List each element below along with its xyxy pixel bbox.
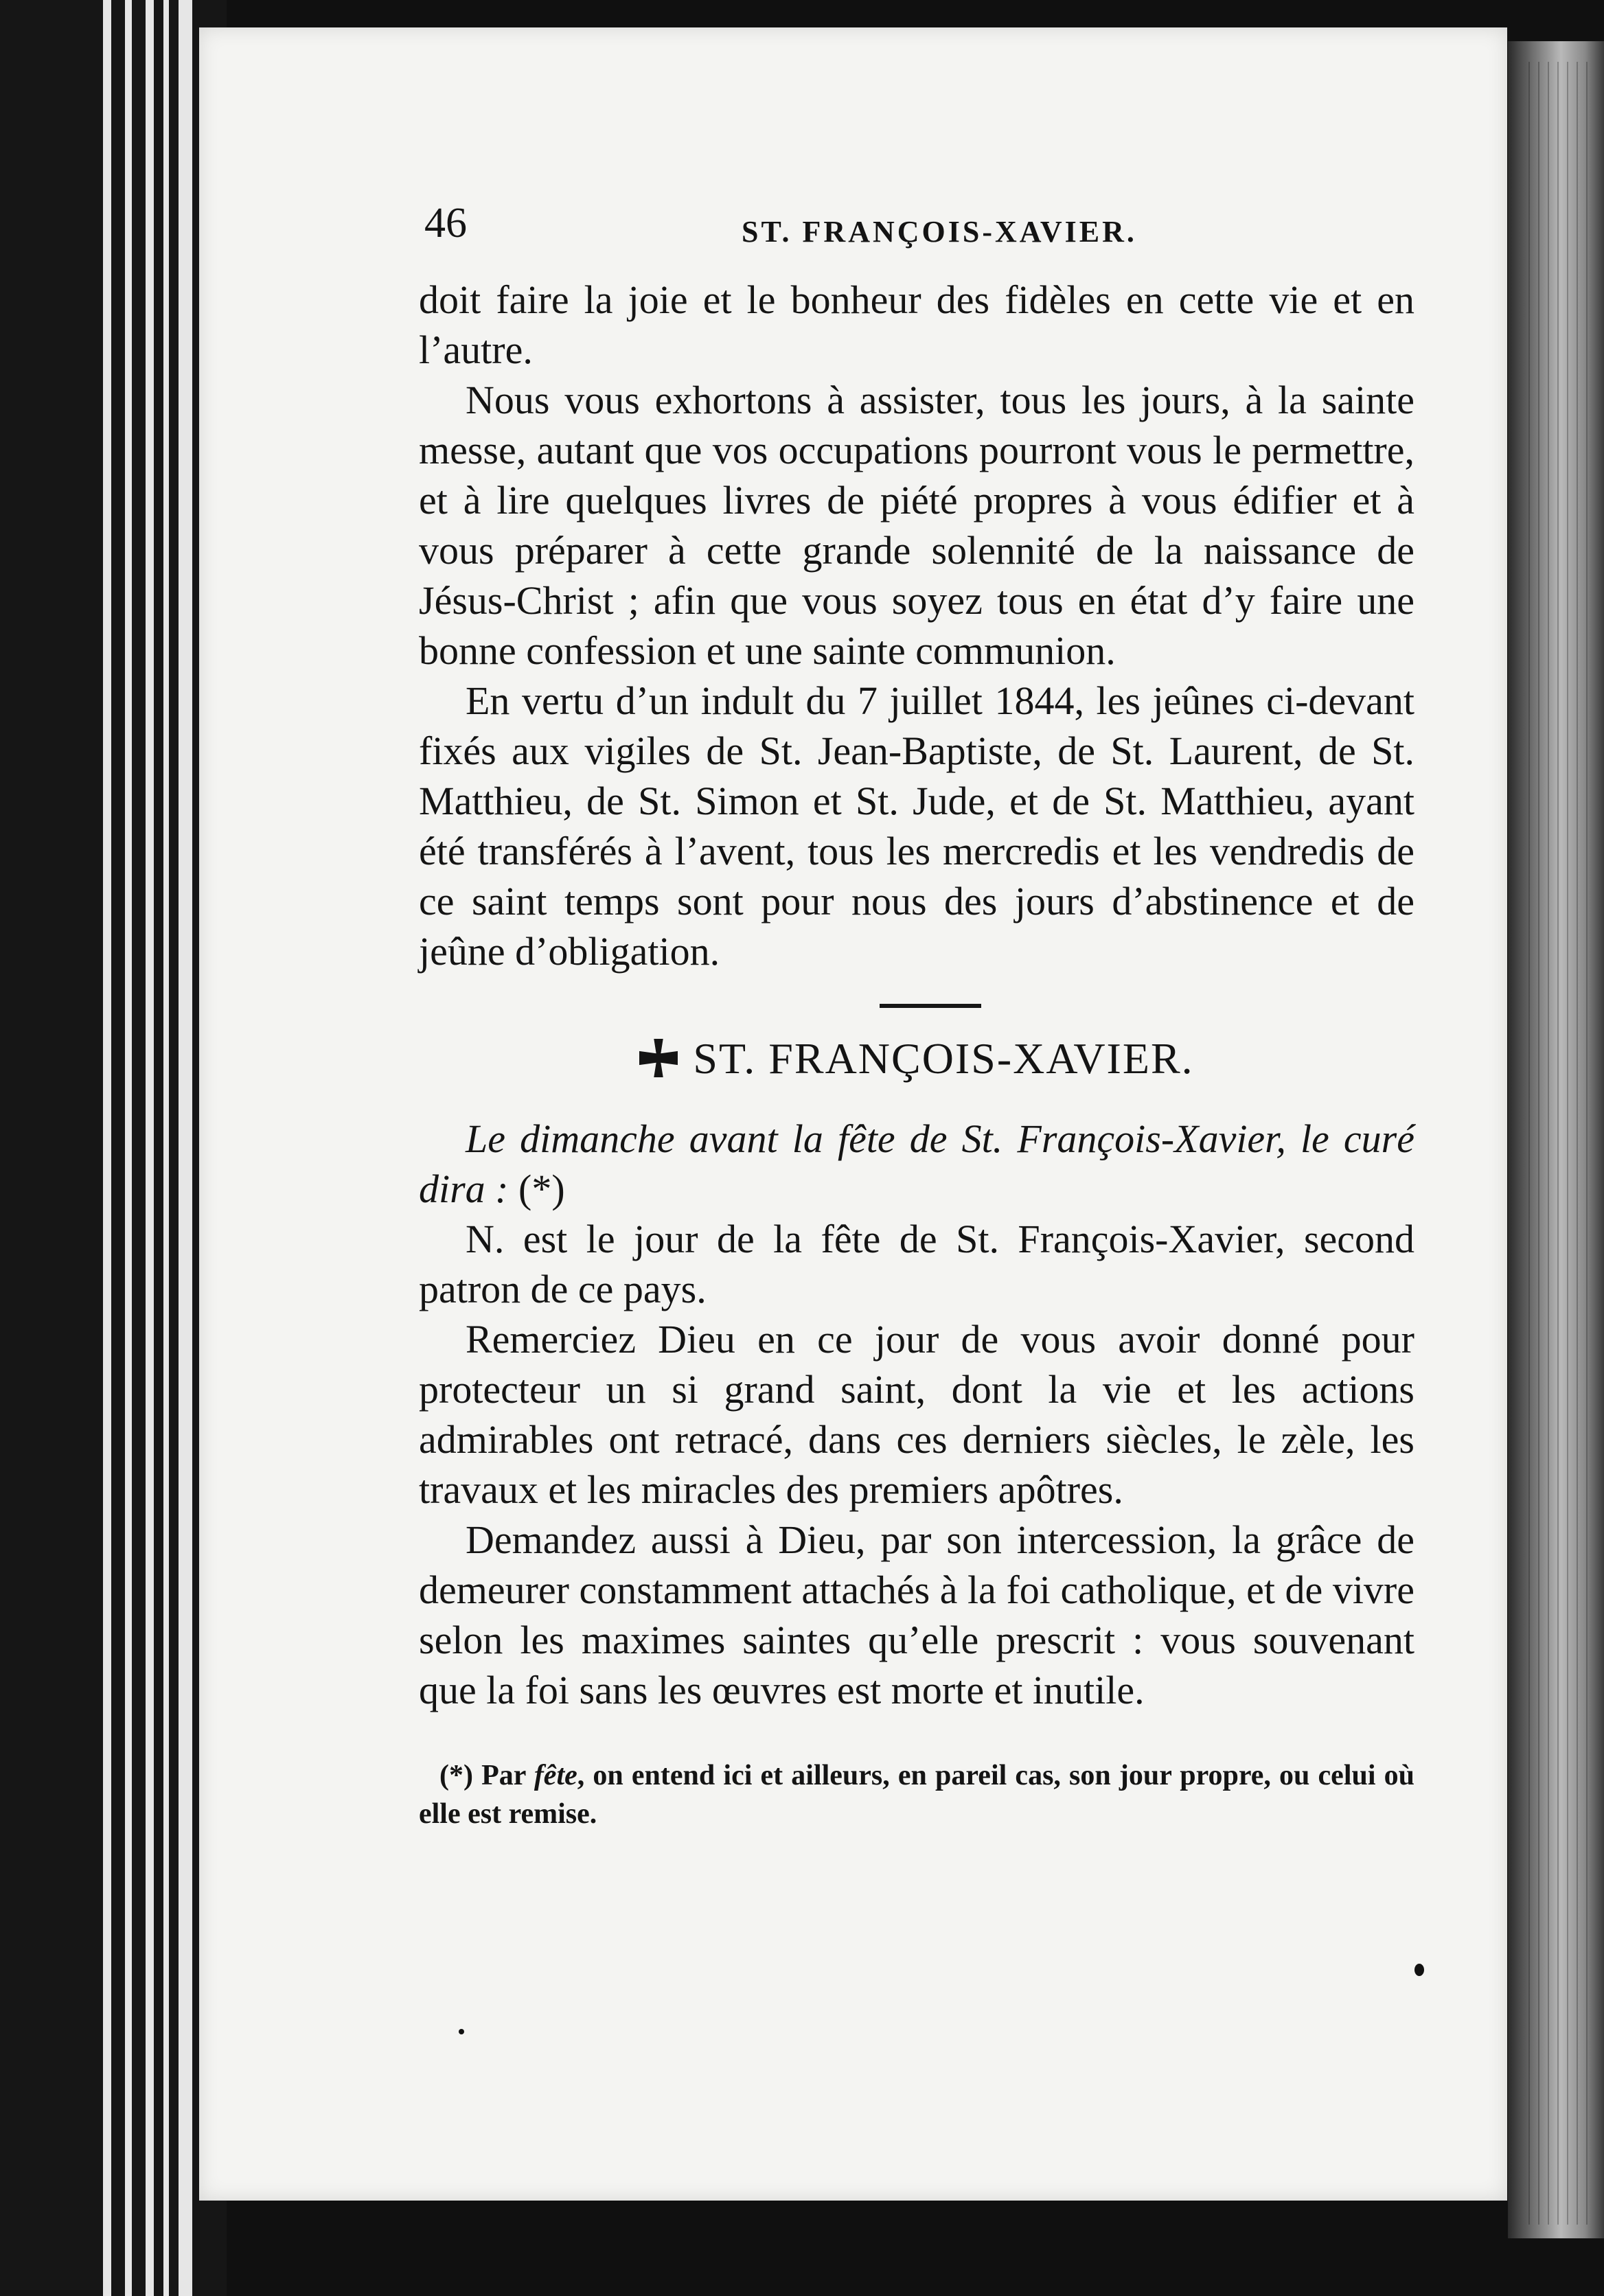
section-heading-text: ST. FRANÇOIS-XAVIER. [693,1034,1194,1083]
rubric [419,1114,1414,1214]
binding-texture [1528,62,1590,2225]
footnote-reference: (*) [508,1167,565,1211]
section-paragraph-1: N. est le jour de la fête de St. François-Xavier, second patron de ce pays. [419,1217,1414,1311]
footnote-italic-word: fête [534,1760,577,1791]
body-paragraph-1: doit faire la joie et le bonheur des fidèles en cette vie et en l’autre. [419,277,1414,372]
book-page [199,27,1507,2201]
page-content [419,199,1414,1833]
section-paragraph-2: Remerciez Dieu en ce jour de vous avoir donné pour protecteur un si grand saint, dont la vie et les actions admirables ont retracé, dans ces derniers siècles, le zèle, les travaux et les miracles des premiers apôtres. [419,1317,1414,1512]
footnote-mark: (*) Par [439,1760,526,1791]
footnote-text: , on entend ici et ailleurs, en pareil cas, son jour propre, ou celui où elle est remise. [419,1760,1415,1830]
page-number: 46 [424,200,467,246]
section-divider [880,1004,981,1008]
rubric-text: Le dimanche avant la fête de St. François-Xavier, le curé dira : [419,1116,1414,1211]
running-head [419,199,1414,275]
ink-speck [459,2029,464,2034]
running-title: ST. FRANÇOIS-XAVIER. [742,215,1137,249]
body-paragraph-3: En vertu d’un indult du 7 juillet 1844, les jeûnes ci-devant fixés aux vigiles de St. Jean-Baptiste, de St. Laurent, de St. Matthieu, de St. Simon et St. Jude, et de St. Matthieu, ayant été transférés à l’avent, tous les mercredis et les vendredis de ce saint temps sont pour nous des jours d’abstinence et de jeûne d’obligation. [419,678,1414,974]
page-stack-edges [0,0,227,2296]
body-paragraph-2: Nous vous exhortons à assister, tous les jours, à la sainte messe, autant que vos occupations pourront vous le permettre, et à lire quelques livres de piété propres à vous édifier et à vous préparer à cette grande solennité de la naissance de Jésus-Christ ; afin que vous soyez tous en état d’y faire une bonne confession et une sainte communion. [419,378,1414,673]
section-heading [419,1031,1414,1086]
section-paragraph-3: Demandez aussi à Dieu, par son intercession, la grâce de demeurer constamment attachés à la foi catholique, et de vivre selon les maximes saintes qu’elle prescrit : vous souvenant que la foi sans les œuvres est morte et inutile. [419,1517,1414,1712]
ink-speck [1414,1964,1424,1976]
footnote [419,1756,1414,1833]
cross-pattee-icon [639,1039,678,1077]
